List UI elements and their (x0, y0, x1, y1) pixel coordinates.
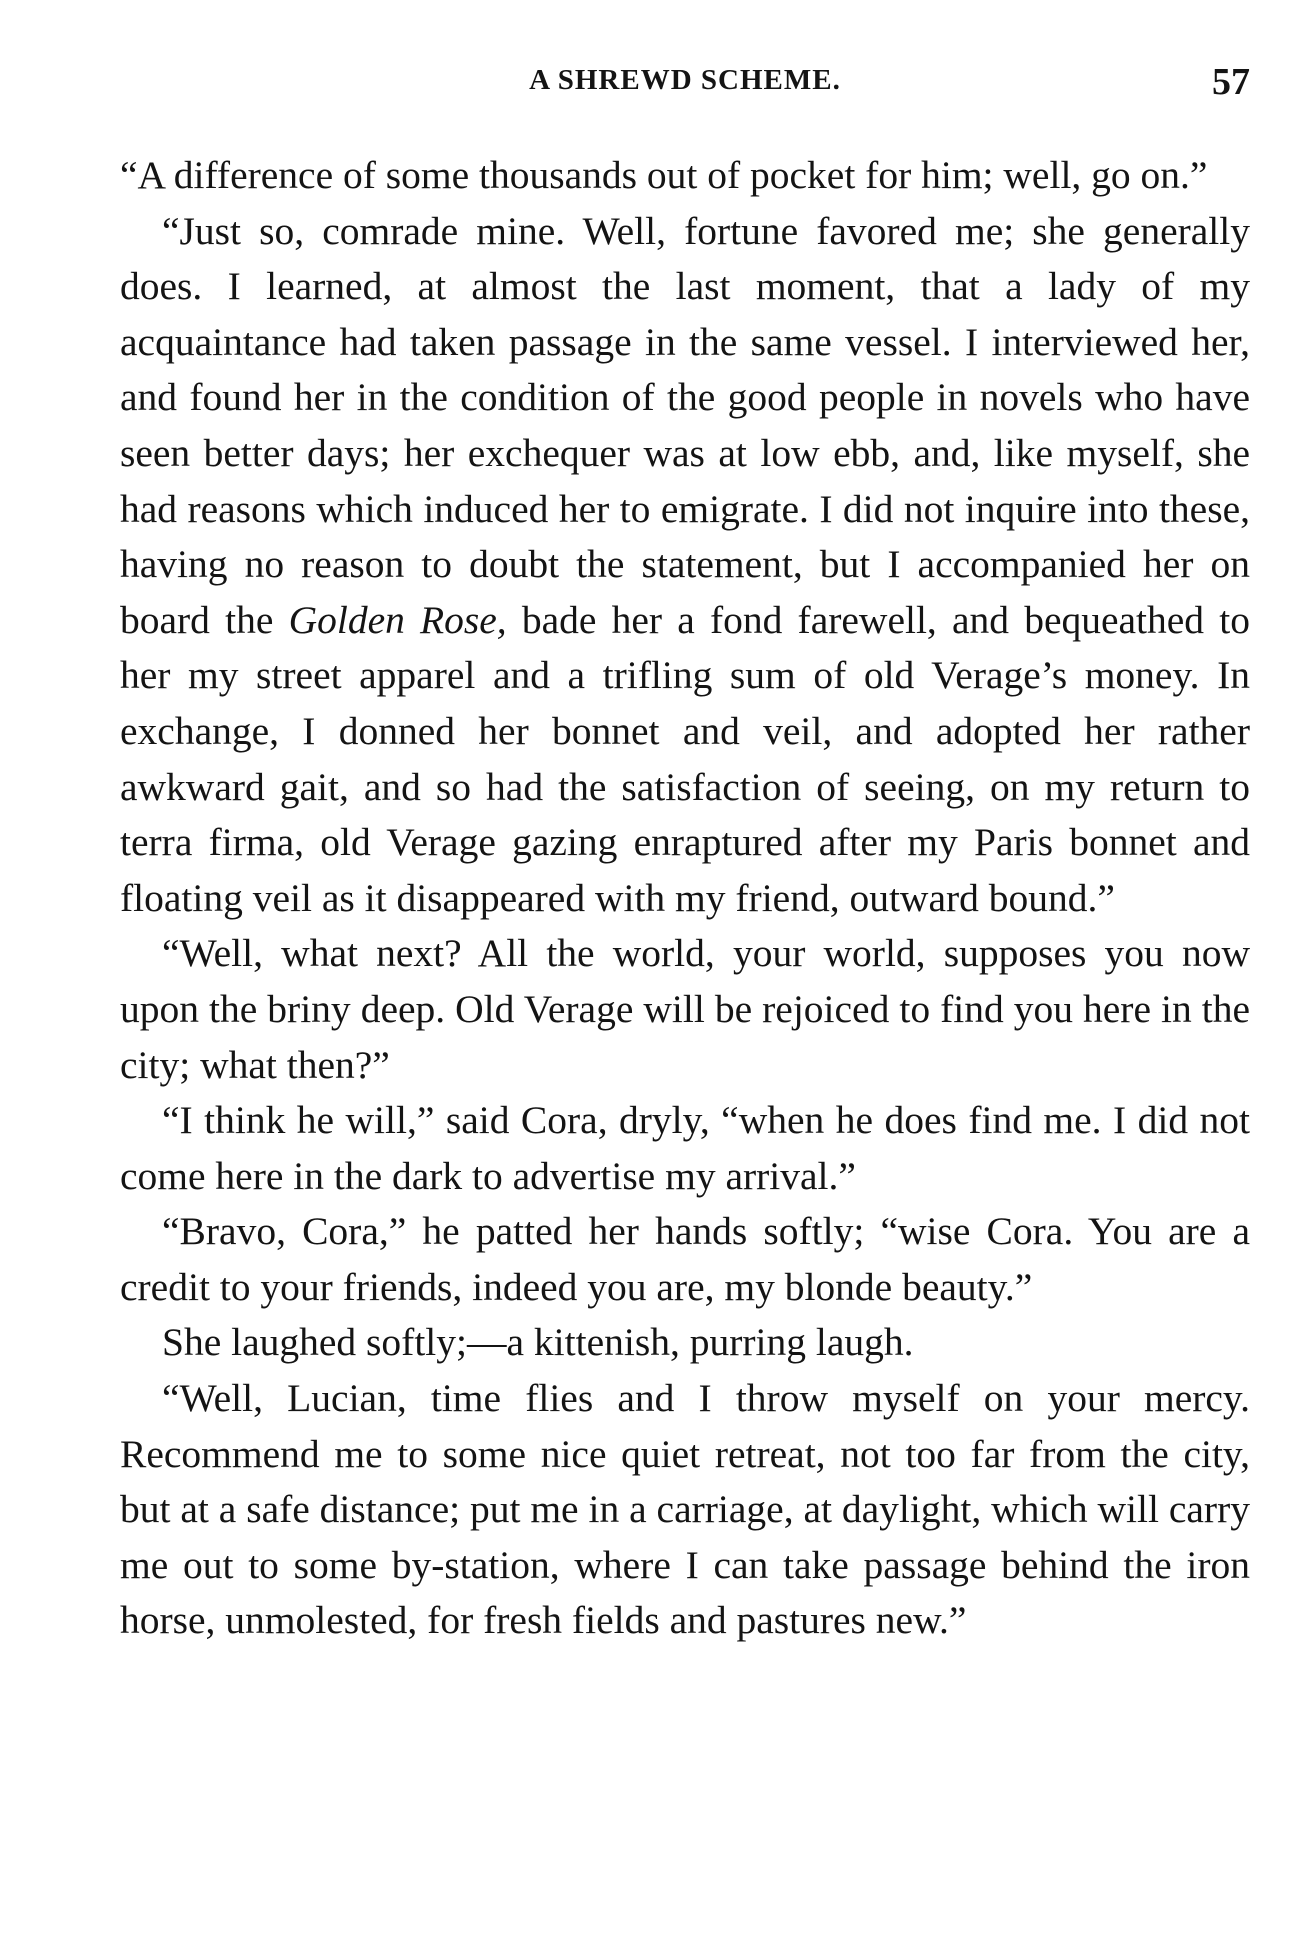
ship-name: Golden Rose, (288, 597, 507, 642)
paragraph: “A difference of some thousands out of pocket for him; well, go on.” (120, 153, 1208, 197)
page-header (120, 60, 1250, 110)
paragraph-text: bade her a fond farewell, and bequeathed to her my street apparel and a trifling sum of old Verage’s money. In exchange, I donned her bonnet and veil, and adopted her rather awkward gait, and so had the satisfaction of seeing, on my return to terra firma, old Verage gazing enraptured after my Paris bonnet and floating veil as it disappeared with my friend, outward bound.” (120, 597, 1250, 920)
paragraph: “Well, Lucian, time flies and I throw myself on your mercy. Recommend me to some nice quiet retreat, not too far from the city, but at a safe distance; put me in a carriage, at daylight, which will carry me out to some by-station, where I can take passage behind the iron horse, unmolested, for fresh fields and pastures new.” (120, 1376, 1250, 1643)
paragraph: “Bravo, Cora,” he patted her hands softly; “wise Cora. You are a credit to your friends, indeed you are, my blonde beauty.” (120, 1209, 1250, 1309)
paragraph: “I think he will,” said Cora, dryly, “when he does find me. I did not come here in the dark to advertise my arrival.” (120, 1098, 1250, 1198)
paragraph (120, 204, 1250, 927)
running-title: A SHREWD SCHEME. (529, 64, 841, 96)
body-text (120, 148, 1250, 1649)
page-number: 57 (1212, 61, 1250, 103)
paragraph: “Well, what next? All the world, your world, supposes you now upon the briny deep. Old Verage will be rejoiced to find you here in the city; what then?” (120, 931, 1250, 1087)
paragraph-text: “Just so, comrade mine. Well, fortune favored me; she generally does. I learned, at almost the last moment, that a lady of my acquaintance had taken passage in the same vessel. I interviewed her, and found her in the condition of the good people in novels who have seen better days; her exchequer was at low ebb, and, like myself, she had reasons which induced her to emigrate. I did not inquire into these, having no reason to doubt the statement, but I accompanied her on board the (120, 208, 1250, 642)
paragraph: She laughed softly;—a kittenish, purring laugh. (162, 1320, 914, 1365)
